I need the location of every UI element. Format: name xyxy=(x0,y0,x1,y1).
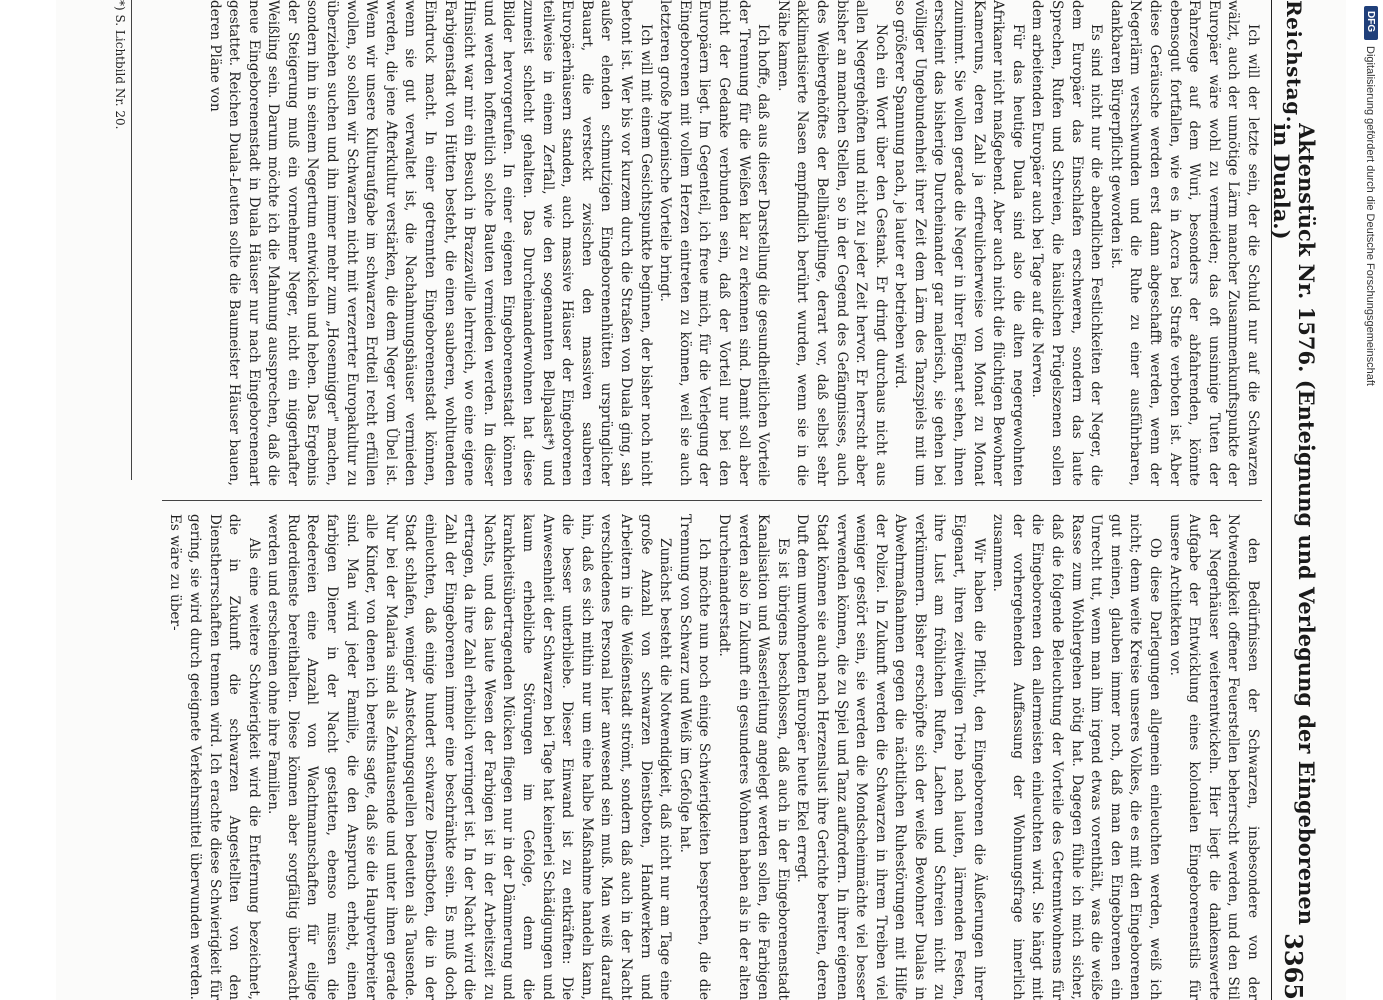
paragraph: Als eine weitere Schwierigkeit wird die Entfernung bezeichnet, die in Zukunft die schwarzen Angestellten von den Dienstherrschaften trennen wird. Ich erachte diese Schwierigkeit für gering, sie wird durch geeignete Verkehrsmittel überwunden werden. Es wäre zu über- xyxy=(167,514,262,1000)
paragraph: Ich möchte nun noch einige Schwierigkeiten besprechen, die die Trennung von Schwarz und Weiß im Gefolge hat. xyxy=(676,514,713,1000)
paragraph: Ich will der letzte sein, der die Schuld nur auf die Schwarzen wälzt, auch der unnötige Lärm mancher Zusammenkunftspunkte der Europäer wäre wohl zu vermeiden; das oft unsinnige Tuten der Fahrzeuge auf dem Wuri, besonders der abfahrenden, könnte ebensogut fortfallen, wie es in Accra bei Strafe verboten ist. Aber diese Geräusche werden erst dann abgeschafft werden, wenn der Negerlärm verschwunden und die Ruhe zu einer ausführbaren, dankbaren Bürgerpflicht geworden ist. xyxy=(1107,0,1261,486)
dfg-logo xyxy=(1364,6,1378,40)
left-column xyxy=(102,0,1262,486)
paragraph: Es sind nicht nur die abendlichen Festlichkeiten der Neger, die dem Europäer das Einschlafen erschweren, sondern das laute Sprechen, Rufen und Schreien, die häuslichen Prügelszenen sollen dem arbeitenden Europäer auch bei Tage auf die Nerven. xyxy=(1029,0,1105,486)
header-publication: Reichstag. xyxy=(1282,0,1306,124)
paragraph: Es ist übrigens beschlossen, daß auch in der Eingeborenenstadt Kanalisation und Wasserleitung angelegt werden sollen, die Farbigen werden also in Zukunft ein gesunderes Wohnen haben als in der alten Durcheinanderstadt. xyxy=(715,514,791,1000)
document-page xyxy=(56,0,1346,1000)
digitization-credit-text: Digitalisierung gefördert durch die Deutsche Forschungsgemeinschaft xyxy=(1364,46,1376,386)
footnote: *) S. Lichtbild Nr. 20. xyxy=(113,0,132,480)
paragraph: Zunächst besteht die Notwendigkeit, daß nicht nur am Tage eine große Anzahl von schwarzen Dienstboten, Handwerkern und Arbeitern in die Weißenstadt strömt, sondern daß auch in der Nacht verschiedenes Personal hier anwesend sein muß. Man weiß darauf hin, daß es sich mithin nur um eine halbe Maßnahme handeln kann, die besser unterbliebe. Dieser Einwand ist zu entkräften: Die Anwesenheit der Schwarzen bei Tage hat keinerlei Schädigungen und kaum erhebliche Störungen im Gefolge, denn die krankheitsübertragenden Mücken fliegen nur in der Dämmerung und Nachts, und das laute Wesen der Farbigen ist in der Arbeitszeit zu ertragen, da ihre Zahl erheblich verringert ist. In der Nacht wird die Zahl der Eingeborenen immer eine beschränkte sein. Es muß doch einleuchten, daß einige hundert schwarze Dienstboten, die in der Stadt schlafen, weniger Ansteckungsquellen bedeuten als Tausende. Nur bei der Malaria sind als Zehntausende und unter ihnen gerade alle Kinder, von denen ich bereits sagte, daß sie die Hauptverbreiter sind. Man wird jeder Familie, die den Anspruch erhebt, einen farbigen Diener in der Nacht gestatten, ebenso müssen die Reedereien eine Anzahl von Wachtmannschaften für eilige Ruderdienste bereithalten. Diese können aber sorgfältig überwacht werden und erscheinen ohne ihre Familien. xyxy=(265,514,674,1000)
paragraph: Noch ein Wort über den Gestank. Er dringt durchaus nicht aus allen Negergehöften und nicht zu jeder Zeit hervor. Er herrscht aber bisher an manchen Stellen, so in der Gegend des Gefängnisses, auch des Weibergehöftes der Bellhäuptlinge, derart vor, daß selbst sehr akklimatisierte Nasen empfindlich berührt wurden, wenn sie in die Nähe kamen. xyxy=(774,0,889,486)
paragraph: Ob diese Darlegungen allgemein einleuchten werden, weiß ich nicht; denn weite Kreise unseres Volkes, die es mit den Eingeborenen gut meinen, glauben immer noch, daß man den Eingeborenen ein Unrecht tut, wenn man ihm irgend etwas vorenthält, was die weiße Rasse zum Wohlergehen nötig hat. Dagegen fühle ich mich sicher, daß die folgende Beleuchtung der Vorteile des Getrenntwohnens für die Eingeborenen den allermeisten einleuchten wird. Sie hängt mit der vorhergehenden Auffassung der Wohnungsfrage innerlich zusammen. xyxy=(990,514,1164,1000)
header-title: Aktenstück Nr. 1576. (Enteignung und Verlegung der Eingeborenen in Duala.) xyxy=(1269,123,1319,926)
paragraph: Ich will mit einem Gesichtspunkte beginnen, der bisher noch nicht betont ist. Wer bis vor kurzem durch die Straßen von Duala ging, sah außer elenden schmutzigen Eingeborenenhütten ursprünglicher Bauart, die versteckt zwischen den massiven sauberen Europäerhäusern standen, auch massive Häuser der Eingeborenen teilweise in einem Zerfall, wie den sogenannten Bellpalast*) und zumeist schlecht gehalten. Das Durcheinanderwohnen hat diese Bilder hervorgerufen. In einer eigenen Eingeborenenstadt können und werden hoffentlich solche Bauten vermieden werden. In dieser Hinsicht war mir ein Besuch in Brazzaville lehrreich, wo eine eigene Farbigenstadt von Hütten besteht, die einen sauberen, wohltuenden Eindruck macht. In einer getrennten Eingeborenenstadt können, wenn sie gut verwaltet ist, die Nachahmungshäuser vermieden werden, die jene Afterkultur verstärken, die dem Neger vom Übel ist. Wenn wir unsere Kulturaufgabe im schwarzen Erdteil recht erfüllen wollen, so sollen wir Schwarzen nicht mit verzerrter Europakultur zu überziehen suchen und ihn immer mehr zum „Hosennigger" machen, sondern ihn in seinem Negertum entwickeln und heben. Das Ergebnis der Steigerung muß ein vornehmer Neger, nicht ein niggerhafter Weißling sein. Darum möchte ich die Mahnung aussprechen, daß die neue Eingeborenenstadt in Duala Häuser nur nach Eingeborenenart gestattet. Reichen Duala-Leuten sollte die Baumeister Häuser bauen, deren Pläne von xyxy=(206,0,654,486)
column-divider xyxy=(162,500,1262,501)
paragraph: Wir haben die Pflicht, den Eingeborenen die Äußerungen ihrer Eigenart, ihren zeitweiligen Trieb nach lauten, lärmenden Festen, ihre Lust am fröhlichen Rufen, Lachen und Schreien nicht zu verkümmern. Bisher erschöpfte sich der weiße Bewohner Dualas in Abwehrmaßnahmen gegen die nächtlichen Ruhestörungen mit Hilfe der Polizei. In Zukunft werden die Schwarzen in ihrem Treiben viel weniger gestört sein, sie werden die Mondscheinmächte viel besser verwenden können, die zu Spiel und Tanz auffordern. In ihrer eigenen Stadt können sie auch nach Herzenslust ihre Gerichte bereiten, deren Duft dem umwohnenden Europäer heute Ekel erregt. xyxy=(794,514,987,1000)
dfg-logo-text: DFG xyxy=(1365,11,1376,33)
page-header xyxy=(1269,0,1319,1000)
paragraph: Ich hoffe, daß aus dieser Darstellung die gesundheitlichen Vorteile der Trennung für die Weißen klar zu erkennen sind. Damit soll aber nicht der Gedanke verbunden sein, daß der Vorteil nur bei den Europäern liegt. Im Gegenteil, ich freue mich, für die Verlegung der Eingeborenen mit vollem Herzen eintreten zu können, weil sie auch letzteren große hygienische Vorteile bringt. xyxy=(657,0,772,486)
paragraph: Für das heutige Duala sind also die alten negergewohnten Afrikaner nicht maßgebend. Aber auch nicht die flüchtigen Bewohner Kameruns, deren Zahl ja erfreulicherweise von Monat zu Monat zunimmt. Sie wollen gerade die Neger in ihrer Eigenart sehen, ihnen erscheint das bisherige Durcheinander gar malerisch, sie gehen bei völliger Ungebundenheit ihrer Zeit dem Lärm des Tanzspiels mit um so größerer Spannung nach, je lauter er betrieben wird. xyxy=(892,0,1026,486)
digitization-credit xyxy=(1362,46,1378,746)
paragraph: den Bedürfnissen der Schwarzen, insbesondere von der Notwendigkeit offener Feuerstellen beherrscht werden, und den Stil der Negerhäuser weiterentwickeln. Hier liegt die dankenswerte Aufgabe der Entwicklung eines kolonialen Eingeborenenstils für unsere Architekten vor. xyxy=(1166,514,1261,1000)
page-number: 3365 xyxy=(1279,933,1309,1000)
right-column xyxy=(102,514,1262,1000)
